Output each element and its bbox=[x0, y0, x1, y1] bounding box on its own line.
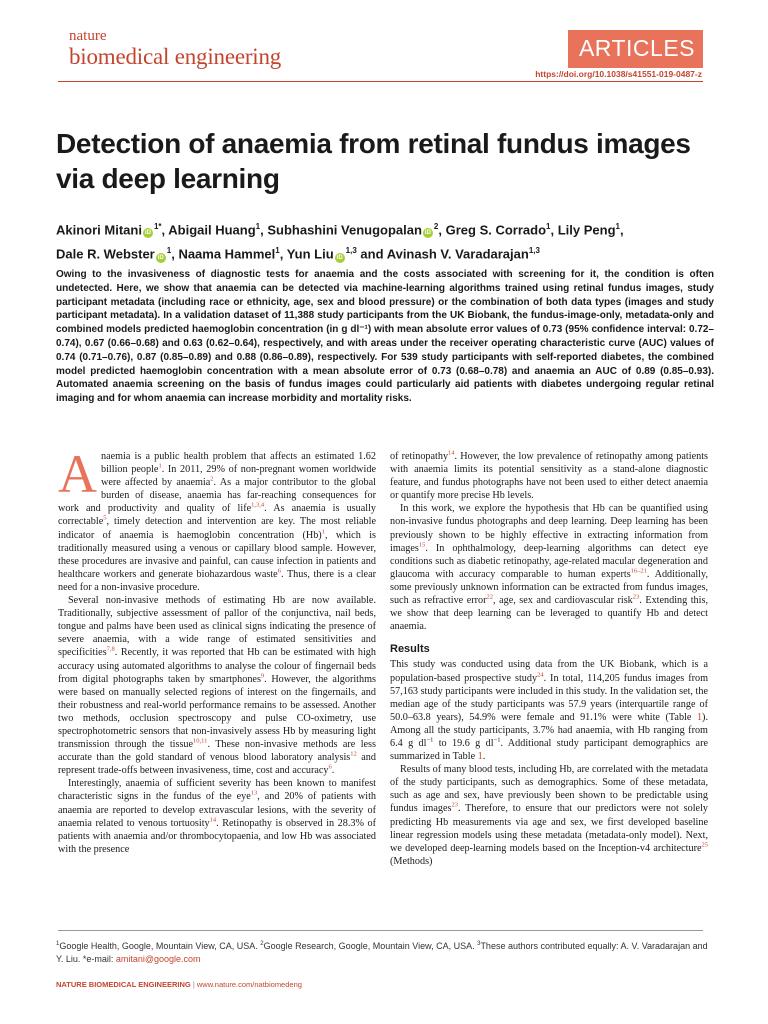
citation-link[interactable]: 16–21 bbox=[630, 567, 647, 575]
text-run: . However, the algorithms were based on manually selected regions of interest on the fingernails, and their robustness and real-world performance remains to be assessed. Another two methods, occlusion spectroscopy and pulse CO-oximetry, use spectrophotometric sensors that non-invasively assess Hb by measuring light transmission through the tissue bbox=[58, 673, 376, 751]
citation-link[interactable]: 5 bbox=[103, 515, 107, 523]
paragraph bbox=[58, 777, 376, 856]
table-link[interactable]: 1 bbox=[477, 751, 483, 763]
paragraph bbox=[390, 763, 708, 868]
paragraph bbox=[390, 658, 708, 763]
citation-link[interactable]: 25 bbox=[701, 841, 708, 849]
citation-link[interactable]: 7,8 bbox=[106, 646, 115, 654]
body-column-right bbox=[390, 450, 708, 868]
author-name[interactable]: Abigail Huang bbox=[168, 222, 256, 238]
text-run: (Methods) bbox=[390, 855, 433, 867]
unit-superscript: −1 bbox=[493, 736, 501, 744]
author-affiliation: 1 bbox=[546, 222, 551, 231]
orcid-icon[interactable]: iD bbox=[157, 254, 164, 261]
citation-link[interactable]: 9 bbox=[260, 672, 265, 680]
journal-footer-url[interactable]: www.nature.com/natbiomedeng bbox=[196, 980, 302, 989]
citation-link[interactable]: 10,11 bbox=[193, 737, 208, 745]
author-name[interactable]: Yun Liu bbox=[286, 246, 334, 262]
text-run: . bbox=[331, 765, 335, 777]
text-run: . However, the low prevalence of retinopathy among patients with anaemia limits its potential sensitivity as a stand-alone diagnostic feature, and fundus photographs have not been used to either detect anaemia or quantify more precise Hb levels. bbox=[390, 451, 708, 502]
orcid-icon[interactable]: iD bbox=[336, 254, 343, 261]
text-run: of retinopathy bbox=[390, 451, 449, 462]
orcid-icon[interactable]: iD bbox=[144, 230, 151, 237]
text-run: . Thus, there is a clear need for a non-invasive procedure. bbox=[58, 568, 376, 593]
text-run: . bbox=[482, 751, 486, 763]
citation-link[interactable]: 24 bbox=[537, 671, 544, 679]
text-run: . In 2011, 29% of non-pregnant women worldwide were affected by anaemia bbox=[101, 464, 376, 489]
citation-link[interactable]: 23 bbox=[451, 802, 458, 810]
paragraph bbox=[390, 502, 708, 633]
text-run: This study was conducted using data from the UK Biobank, which is a population-based prospective study bbox=[390, 659, 708, 684]
author-affiliation: 2 bbox=[433, 222, 439, 231]
footnote-rule bbox=[58, 930, 703, 931]
author-name[interactable]: Lily Peng bbox=[557, 222, 616, 238]
text-run: . Retinopathy is observed in 28.3% of patients with anaemia and/or thrombocytopaenia, and low Hb was associated with the presence bbox=[58, 817, 376, 855]
citation-link[interactable]: 15 bbox=[418, 541, 426, 549]
text-run: . Recently, it was reported that Hb can be estimated with high accuracy using automated algorithms to analyse the colour of fingernail beds from digital photographs taken by smartphones bbox=[58, 647, 376, 685]
text-run: . These non-invasive methods are less accurate than the gold standard of venous blood laboratory analysis bbox=[58, 739, 376, 764]
journal-footer bbox=[56, 980, 302, 989]
author-affiliation: 1* bbox=[153, 222, 162, 231]
text-run: and represent trade-offs between invasiveness, time, cost and accuracy bbox=[58, 752, 376, 777]
text-run: . Therefore, to ensure that our predictors were not solely predicting Hb measurements via age and sex, we first developed baseline linear regression models using these metadata (metadata-only model). Next, we developed deep-learning models based on the Inception-v4 architecture bbox=[390, 803, 708, 854]
abstract: Owing to the invasiveness of diagnostic tests for anaemia and the costs associated with screening for it, the condition is often undetected. Here, we show that anaemia can be detected via machine-learning algorithms trained using retinal fundus images, study participant metadata (including race or ethnicity, age, sex and blood pressure) or the combination of both data types (images and study participant metadata). In a validation dataset of 11,388 study participants from the UK Biobank, the fundus-image-only, metadata-only and combined models predicted haemoglobin concentration (in g dl⁻¹) with mean absolute error values of 0.73 (95% confidence interval: 0.72–0.74), 0.67 (0.66–0.68) and 0.63 (0.62–0.64), respectively, and with areas under the receiver operating characteristic curve (AUC) values of 0.74 (0.71–0.76), 0.87 (0.85–0.89) and 0.88 (0.86–0.89), respectively. For 539 study participants with self-reported diabetes, the combined model predicted haemoglobin concentration with a mean absolute error of 0.73 (0.68–0.78) and anaemia an AUC of 0.89 (0.85–0.93). Automated anaemia screening on the basis of fundus images could particularly aid patients with diabetes undergoing regular retinal imaging and for whom anaemia can increase morbidity and mortality risks. bbox=[56, 269, 714, 405]
text-run: . Additionally, some previously unknown information can be extracted from fundus images, such as refractive error bbox=[390, 568, 708, 607]
author-name[interactable]: Subhashini Venugopalan bbox=[267, 222, 422, 238]
affiliation-text: Google Research, Google, Mountain View, CA, USA. bbox=[263, 941, 478, 951]
text-run: , which is traditionally measured using a venous or capillary blood sample. However, these procedures are invasive and painful, can cause infection in patients and healthcare workers and generate biohazardous waste bbox=[58, 529, 376, 580]
journal-logo-line2: biomedical engineering bbox=[69, 44, 282, 69]
text-run: . In ophthalmology, deep-learning algorithms can detect eye conditions such as diabetic retinopathy, age-related macular degeneration and glaucoma with accuracy comparable to human experts bbox=[390, 542, 708, 580]
drop-cap: A bbox=[58, 444, 97, 504]
text-run: . As anaemia is usually correctable bbox=[58, 503, 376, 528]
author-name[interactable]: Dale R. Webster bbox=[56, 246, 155, 262]
author-list: Akinori Mitani $iD^{1*}$, Abigail Huang$^1$, Subhashini Venugopalan $iD^2$, Greg S. Corrado$^1$, Lily Peng$^1$, Dale R. Webster $iD^1$, Naama Hammel$^1$, Yun Liu iD$^{1,3}$ and Avinash V. Varadarajan$^{1,3}$ bbox=[56, 222, 624, 262]
paragraph bbox=[58, 444, 376, 594]
citation-link[interactable]: 14 bbox=[448, 449, 455, 457]
citation-link[interactable]: 23 bbox=[632, 593, 640, 601]
citation-link[interactable]: 2 bbox=[210, 475, 214, 483]
author-name[interactable]: Greg S. Corrado bbox=[445, 222, 547, 238]
journal-logo bbox=[69, 28, 281, 70]
text-run: . Extending this, we show that deep learning can be leveraged to quantify Hb and detect anaemia. bbox=[390, 595, 708, 633]
citation-link[interactable]: 1 bbox=[158, 462, 162, 470]
journal-footer-name: NATURE BIOMEDICAL ENGINEERING bbox=[56, 980, 191, 989]
text-run: . In total, 114,205 fundus images from 57,163 study participants were included in this study. In the validation set, the median age of the study participants was 57.9 years (interquartile range of 50.0–63.8 years), 54.9% were female and 91.1% were white (Table bbox=[390, 672, 709, 723]
text-run: , and 20% of patients with anaemia are reported to develop extravascular lesions, with the severity of anaemia related to venous tortuosity bbox=[58, 791, 376, 829]
text-run: . Additional study participant demographics are summarized in Table bbox=[390, 737, 708, 763]
affiliation-number: 3 bbox=[477, 941, 481, 947]
author-affiliation: 1 bbox=[166, 246, 172, 256]
body-column-left bbox=[58, 444, 376, 856]
section-badge bbox=[568, 30, 703, 68]
text-run: Results of many blood tests, including Hb, are correlated with the metadata of the study participants, such as demographics. Some of these metadata, such as age and sex, have previously been shown to be predictable using fundus images bbox=[390, 764, 708, 815]
citation-link[interactable]: 1,3,4 bbox=[251, 501, 265, 509]
text-run: , timely detection and intervention are key. The most reliable indicator of anaemia is haemoglobin concentration (Hb) bbox=[58, 516, 376, 541]
citation-link[interactable]: 13 bbox=[250, 790, 258, 798]
citation-link[interactable]: 6 bbox=[277, 567, 281, 575]
author-name[interactable]: Naama Hammel bbox=[178, 246, 276, 262]
author-name[interactable]: Avinash V. Varadarajan bbox=[386, 246, 529, 262]
section-badge-label: ARTICLES bbox=[578, 35, 695, 61]
text-run: Several non-invasive methods of estimating Hb are now available. Traditionally, subjective assessment of pallor of the conjunctiva, nail beds, tongue and palms have been used as clinical signs indicating the presence of severe anaemia, with a wide range of estimated sensitivities and specificities bbox=[58, 595, 376, 659]
citation-link[interactable]: 6 bbox=[328, 763, 332, 771]
text-run: In this work, we explore the hypothesis that Hb can be quantified using non-invasive fundus photographs and deep learning. Deep learning has been previously shown to be highly effective in extracting information from images bbox=[390, 503, 708, 554]
author-name[interactable]: Akinori Mitani bbox=[56, 222, 142, 238]
journal-footer-separator: | bbox=[190, 980, 197, 989]
affiliation-text: These authors contributed equally: A. V. Varadarajan and Y. Liu. *e-mail: bbox=[56, 941, 708, 964]
citation-link[interactable]: 22 bbox=[486, 593, 494, 601]
doi-link[interactable]: https://doi.org/10.1038/s41551-019-0487-z bbox=[535, 69, 702, 79]
text-run: naemia is a public health problem that affects an estimated 1.62 billion people bbox=[101, 451, 376, 476]
paragraph bbox=[390, 450, 708, 502]
author-affiliation: 1,3 bbox=[528, 246, 540, 256]
author-affiliation: 1 bbox=[615, 222, 620, 231]
citation-link[interactable]: 1 bbox=[321, 528, 325, 536]
affiliation-number: 1 bbox=[56, 941, 60, 947]
journal-logo-line1: nature bbox=[69, 28, 107, 44]
orcid-icon[interactable]: iD bbox=[424, 230, 431, 237]
text-run: , age, sex and cardiovascular risk bbox=[493, 595, 633, 607]
header-rule bbox=[58, 81, 703, 82]
email-link[interactable]: amitani@google.com bbox=[115, 954, 201, 964]
text-run: ). Among all the study participants, 3.7% had anaemia, with Hb ranging from 6.4 g dl bbox=[390, 711, 708, 749]
paragraph bbox=[58, 594, 376, 777]
citation-link[interactable]: 12 bbox=[350, 750, 357, 758]
author-conjunction: and bbox=[360, 246, 384, 262]
affiliation-number: 2 bbox=[260, 941, 264, 947]
affiliation-text: Google Health, Google, Mountain View, CA, USA. bbox=[59, 941, 261, 951]
text-run: to 19.6 g dl bbox=[433, 737, 494, 749]
author-affiliation: 1,3 bbox=[345, 246, 357, 256]
unit-superscript: −1 bbox=[426, 736, 434, 744]
text-run: Interestingly, anaemia of sufficient severity has been known to manifest characteristic signs in the fundus of the eye bbox=[58, 778, 376, 803]
table-link[interactable]: 1 bbox=[696, 711, 703, 723]
text-run: . As a major contributor to the global burden of disease, anaemia has far-reaching consequences for work and productivity and quality of life bbox=[58, 477, 376, 515]
citation-link[interactable]: 14 bbox=[209, 816, 217, 824]
article-title: Detection of anaemia from retinal fundus images via deep learning bbox=[56, 128, 691, 194]
author-affiliation: 1 bbox=[255, 222, 261, 231]
affiliations-footnote bbox=[56, 938, 716, 966]
author-affiliation: 1 bbox=[275, 246, 280, 256]
section-heading-results: Results bbox=[390, 643, 430, 656]
